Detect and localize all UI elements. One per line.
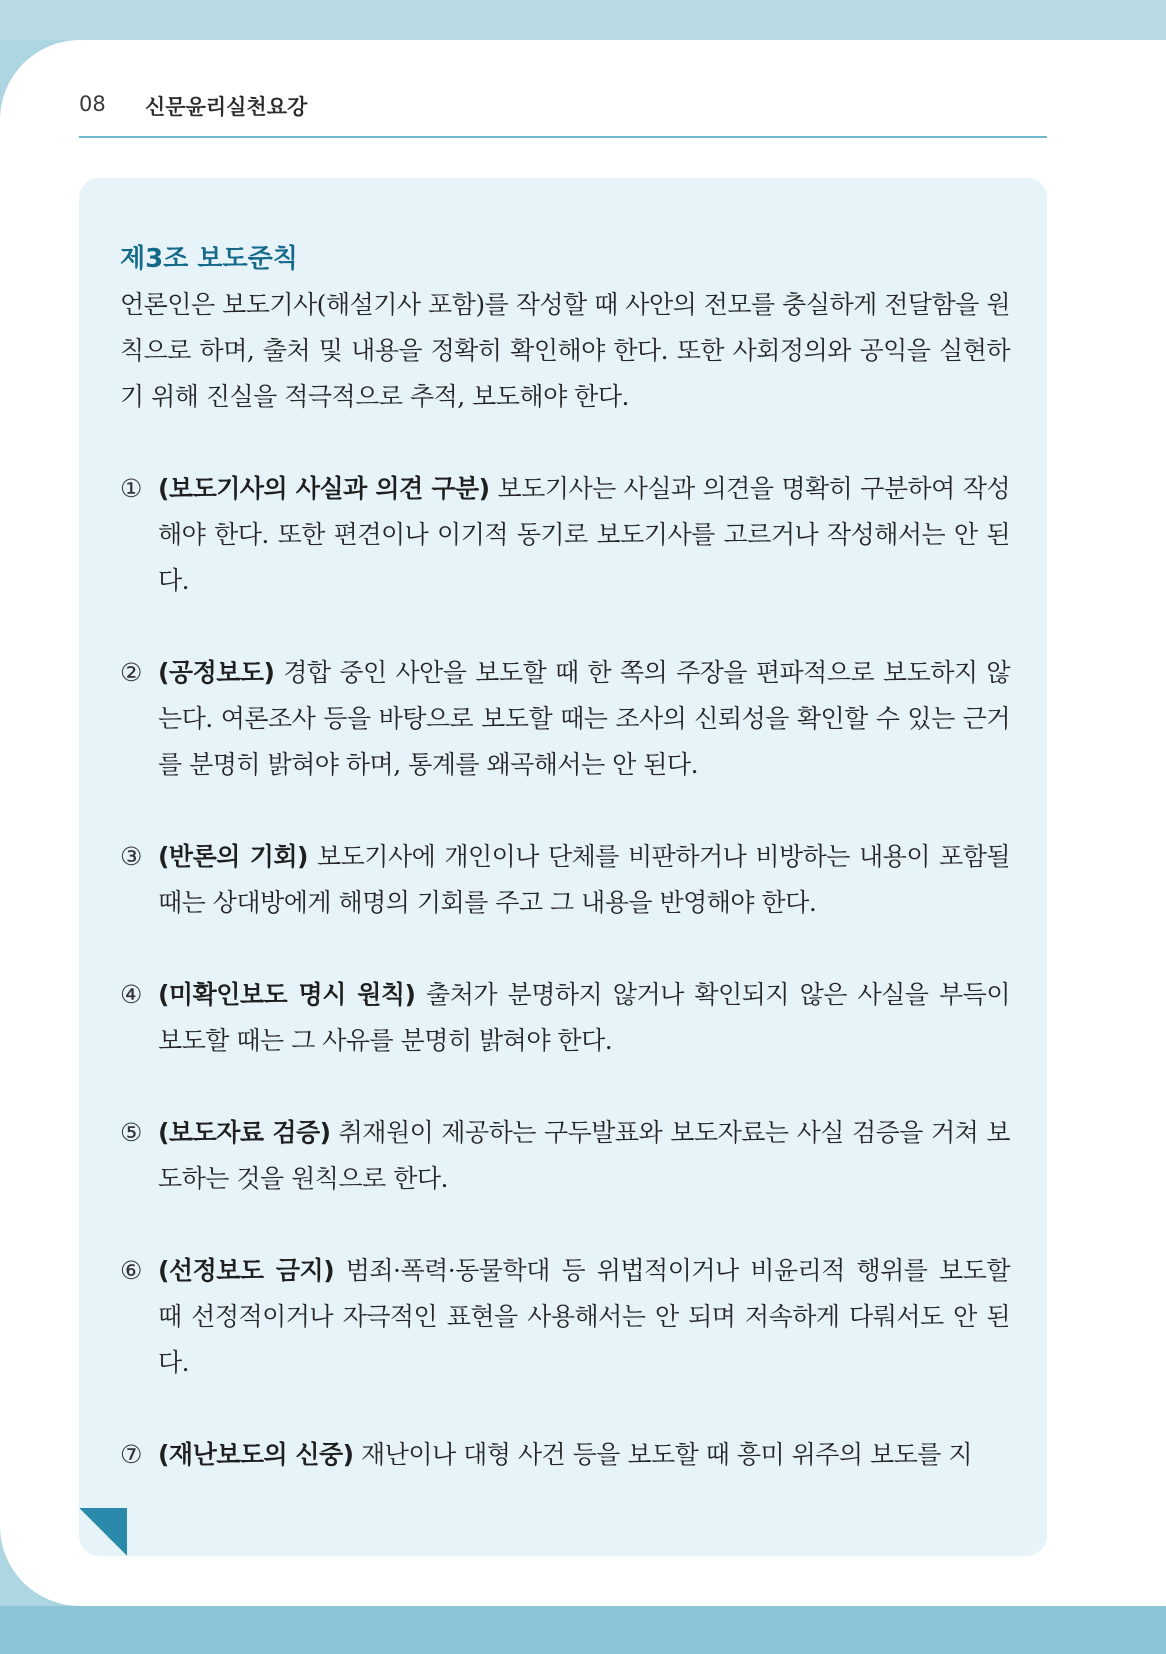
- clause-heading: (보도자료 검증): [158, 1118, 331, 1147]
- clause-number: ⑦: [120, 1440, 143, 1469]
- clause-body: 경합 중인 사안을 보도할 때 한 쪽의 주장을 편파적으로 보도하지 않는다. 여론조사 등을 바탕으로 보도할 때는 조사의 신뢰성을 확인할 수 있는 근거를 분명히 밝혀야 하며, 통계를 왜곡해서는 안 된다.: [158, 658, 1010, 779]
- bottom-color-band: [0, 1606, 1166, 1654]
- clause-body: 취재원이 제공하는 구두발표와 보도자료는 사실 검증을 거쳐 보도하는 것을 원칙으로 한다.: [158, 1118, 1010, 1193]
- clause-number: ④: [120, 980, 143, 1009]
- clause-text: [158, 1110, 1010, 1202]
- clause-heading: (보도기사의 사실과 의견 구분): [158, 474, 490, 503]
- clause-text: [158, 466, 1010, 604]
- clause-heading: (공정보도): [158, 658, 275, 687]
- clause-number: ①: [120, 474, 143, 503]
- clause-heading: (재난보도의 신중): [158, 1440, 354, 1469]
- clause-6: [120, 1248, 1010, 1386]
- clause-number: ②: [120, 658, 143, 687]
- clause-text: [158, 650, 1010, 788]
- clause-1: [120, 466, 1010, 604]
- clause-text: [158, 834, 1010, 926]
- clause-7: [120, 1432, 1010, 1478]
- clause-heading: (선정보도 금지): [158, 1256, 335, 1285]
- clause-text: [158, 1248, 1010, 1386]
- clause-body: 출처가 분명하지 않거나 확인되지 않은 사실을 부득이 보도할 때는 그 사유를 분명히 밝혀야 한다.: [158, 980, 1010, 1055]
- clause-body: 보도기사는 사실과 의견을 명확히 구분하여 작성해야 한다. 또한 편견이나 이기적 동기로 보도기사를 고르거나 작성해서는 안 된다.: [158, 474, 1011, 595]
- clause-heading: (미확인보도 명시 원칙): [158, 980, 416, 1009]
- clause-number: ⑥: [120, 1256, 143, 1285]
- page-number: 08: [79, 92, 106, 116]
- clause-number: ⑤: [120, 1118, 143, 1147]
- clause-body: 범죄·폭력·동물학대 등 위법적이거나 비윤리적 행위를 보도할 때 선정적이거나 자극적인 표현을 사용해서는 안 되며 저속하게 다뤄서도 안 된다.: [158, 1256, 1010, 1377]
- article-content: [120, 236, 1010, 1478]
- clause-text: [158, 972, 1010, 1064]
- clause-body: 보도기사에 개인이나 단체를 비판하거나 비방하는 내용이 포함될 때는 상대방에게 해명의 기회를 주고 그 내용을 반영해야 한다.: [158, 842, 1010, 917]
- clause-heading: (반론의 기회): [158, 842, 308, 871]
- clause-3: [120, 834, 1010, 926]
- clause-number: ③: [120, 842, 143, 871]
- page-header: [79, 88, 1047, 138]
- clause-2: [120, 650, 1010, 788]
- clause-5: [120, 1110, 1010, 1202]
- article-title: 제3조 보도준칙: [120, 244, 298, 274]
- clause-body: 재난이나 대형 사건 등을 보도할 때 흥미 위주의 보도를 지: [353, 1440, 973, 1469]
- clause-text: [158, 1432, 1010, 1478]
- running-title: 신문윤리실천요강: [145, 95, 308, 119]
- top-color-band: [0, 0, 1166, 40]
- article-body: 언론인은 보도기사(해설기사 포함)를 작성할 때 사안의 전모를 충실하게 전달함을 원칙으로 하며, 출처 및 내용을 정확히 확인해야 한다. 또한 사회정의와 공익을 실현하기 위해 진실을 적극적으로 추적, 보도해야 한다.: [120, 290, 1010, 411]
- corner-fold-decoration: [79, 1508, 127, 1556]
- clause-4: [120, 972, 1010, 1064]
